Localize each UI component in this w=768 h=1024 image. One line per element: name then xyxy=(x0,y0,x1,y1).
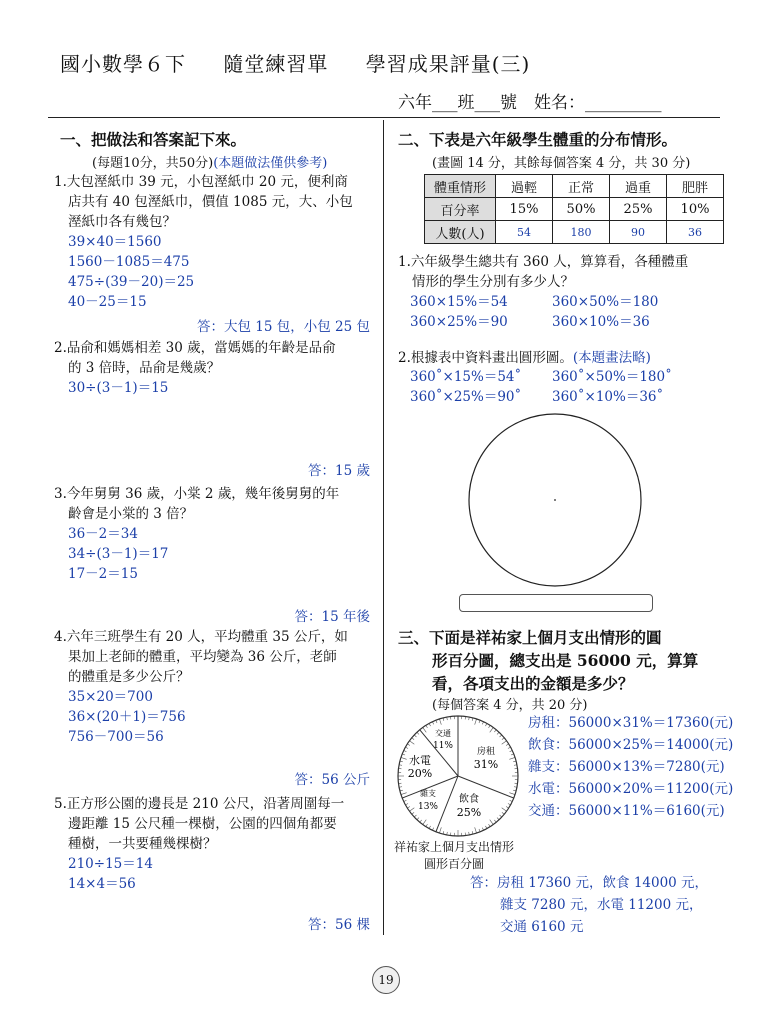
expense-work-line: 水電：56000×20%＝11200(元) xyxy=(528,781,734,797)
pie-tick xyxy=(509,757,515,759)
pie-tick xyxy=(509,793,515,795)
pie-pct-food: 25% xyxy=(456,806,482,819)
question-2 xyxy=(54,338,374,398)
q2-line: 2.品俞和媽媽相差 30 歲，當媽媽的年齡是品俞 xyxy=(54,340,336,356)
s2q2-work xyxy=(410,367,672,407)
pie-tick xyxy=(475,827,477,833)
pie-label-rent: 房租 xyxy=(476,747,496,757)
pie-pct-utilities: 20% xyxy=(407,767,433,780)
q4-line: 的體重是多少公斤？ xyxy=(68,669,190,685)
subject-label: 國小數學６下 xyxy=(60,52,186,76)
q2-line: 的 3 倍時，品俞是幾歲？ xyxy=(68,360,221,376)
pie-tick xyxy=(409,808,414,812)
expense-work xyxy=(528,712,733,822)
pie-tick xyxy=(475,719,477,725)
pie-title-box[interactable] xyxy=(459,594,653,612)
section-1-heading: 一、把做法和答案記下來。 xyxy=(60,130,247,149)
pie-pct-misc: 13% xyxy=(417,802,439,812)
q5-line: 邊距離 15 公尺種一棵樹，公園的四個角都要 xyxy=(68,816,337,832)
q5-answer: 答：56 棵 xyxy=(308,917,370,933)
q1-answer: 答：大包 15 包，小包 25 包 xyxy=(196,319,370,335)
s2q2-work-item: 360˚×10%＝36˚ xyxy=(552,389,664,405)
table-cell: 過輕 xyxy=(496,175,553,198)
s2q1-work-item: 360×50%＝180 xyxy=(552,294,659,310)
table-row xyxy=(425,175,724,198)
s2q2-note: (本題畫法略) xyxy=(572,350,651,366)
pie-label-misc: 雜支 xyxy=(420,789,436,798)
table-cell: 體重情形 xyxy=(425,175,496,198)
q5-line: 5.正方形公園的邊長是 210 公尺，沿著周圍每一 xyxy=(54,796,345,812)
q4-line: 4.六年三班學生有 20 人，平均體重 35 公斤，如 xyxy=(54,629,348,645)
table-cell: 54 xyxy=(496,221,553,244)
q2-work: 30÷(3－1)＝15 xyxy=(68,380,169,396)
pie-tick xyxy=(401,793,407,795)
table-cell: 正常 xyxy=(553,175,610,198)
table-cell: 180 xyxy=(553,221,610,244)
question-4 xyxy=(54,627,374,747)
table-cell: 人數(人) xyxy=(425,221,496,244)
s2q1-work-item: 360×10%＝36 xyxy=(552,314,650,330)
column-divider xyxy=(383,120,384,935)
page-title xyxy=(60,48,560,77)
s2q2-work-item: 360˚×15%＝54˚ xyxy=(410,369,522,385)
expense-work-line: 交通：56000×11%＝6160(元) xyxy=(528,803,725,819)
table-row xyxy=(425,198,724,221)
s2q1-work-item: 360×15%＝54 xyxy=(410,294,508,310)
q1-work: 475÷(39－20)＝25 xyxy=(68,274,195,290)
q1-line: 1.大包溼紙巾 39 元，小包溼紙巾 20 元，便利商 xyxy=(54,174,348,190)
expense-work-line: 雜支：56000×13%＝7280(元) xyxy=(528,759,725,775)
s2q1-work xyxy=(410,292,658,332)
q3-work: 17－2＝15 xyxy=(68,566,138,582)
pie-label-transport: 交通 xyxy=(435,729,451,738)
table-cell: 肥胖 xyxy=(667,175,724,198)
pie-tick xyxy=(502,808,507,812)
pie-caption-line: 祥祐家上個月支出情形 xyxy=(394,840,515,854)
q3-answer: 答：15 年後 xyxy=(294,609,370,625)
sheet-label: 隨堂練習單 xyxy=(223,52,329,76)
section-1-note xyxy=(92,152,327,171)
q1-work: 39×40＝1560 xyxy=(68,234,162,250)
q4-work: 36×(20＋1)＝756 xyxy=(68,709,186,725)
s3-heading-line: 看，各項支出的金額是多少？ xyxy=(432,674,634,693)
s2q2-text: 2.根據表中資料畫出圓形圖。 xyxy=(398,350,573,366)
question-3 xyxy=(54,484,374,584)
q3-work: 34÷(3－1)＝17 xyxy=(68,546,169,562)
section-3-answer xyxy=(470,872,708,938)
pie-tick xyxy=(409,741,414,745)
pie-tick xyxy=(401,757,407,759)
section-1-score-note: (每題10分，共50分) xyxy=(92,156,214,171)
section-2-q1 xyxy=(398,252,728,292)
weight-table xyxy=(424,174,724,244)
section-2-note: (畫圖 14 分，其餘每個答案 4 分，共 30 分) xyxy=(432,156,691,171)
expense-pie-chart xyxy=(390,712,530,840)
q3-line: 齡會是小棠的 3 倍？ xyxy=(68,506,194,522)
pie-caption xyxy=(394,838,514,872)
q2-answer: 答：15 歲 xyxy=(308,463,370,479)
q5-line: 種樹，一共要種幾棵樹？ xyxy=(68,836,217,852)
page-number: 19 xyxy=(372,966,400,994)
table-cell: 過重 xyxy=(610,175,667,198)
pie-label-food: 飲食 xyxy=(459,794,479,805)
question-5 xyxy=(54,794,374,894)
table-cell: 36 xyxy=(667,221,724,244)
q1-work: 40－25＝15 xyxy=(68,294,147,310)
table-row xyxy=(425,221,724,244)
pie-tick xyxy=(439,719,441,725)
pie-tick xyxy=(490,820,494,825)
q5-work: 210÷15＝14 xyxy=(68,856,153,872)
s3-heading-line: 形百分圖，總支出是 56000 元，算算 xyxy=(432,651,699,670)
pie-pct-transport: 11% xyxy=(432,741,454,751)
q4-work: 756－700＝56 xyxy=(68,729,164,745)
s3-answer-line: 交通 6160 元 xyxy=(500,919,584,935)
q1-line: 溼紙巾各有幾包？ xyxy=(68,214,176,230)
q3-line: 3.今年舅舅 36 歲，小棠 2 歲，幾年後舅舅的年 xyxy=(54,486,340,502)
expense-work-line: 飲食：56000×25%＝14000(元) xyxy=(528,737,734,753)
q5-work: 14×4＝56 xyxy=(68,876,136,892)
table-cell: 25% xyxy=(610,198,667,221)
table-cell: 10% xyxy=(667,198,724,221)
expense-work-line: 房租：56000×31%＝17360(元) xyxy=(528,715,734,731)
s3-answer-line: 答：房租 17360 元，飲食 14000 元， xyxy=(470,875,709,891)
section-1-method-note: (本題做法僅供參考) xyxy=(213,156,328,171)
pie-sector-divider xyxy=(436,776,458,832)
s2q2-work-item: 360˚×25%＝90˚ xyxy=(410,389,522,405)
q4-answer: 答：56 公斤 xyxy=(294,772,370,788)
pie-tick xyxy=(439,827,441,833)
s2q1-line: 情形的學生分別有多少人？ xyxy=(412,274,574,290)
s2q1-line: 1.六年級學生總共有 360 人，算算看，各種體重 xyxy=(398,254,689,270)
table-cell: 15% xyxy=(496,198,553,221)
section-3-note: (每個答案 4 分，共 20 分) xyxy=(432,698,588,713)
section-3-heading xyxy=(398,626,698,695)
s2q1-work-item: 360×25%＝90 xyxy=(410,314,508,330)
q4-line: 果加上老師的體重，平均變為 36 公斤，老師 xyxy=(68,649,337,665)
blank-pie-circle[interactable] xyxy=(460,412,650,592)
q1-line: 店共有 40 包溼紙巾，價值 1085 元，大、小包 xyxy=(68,194,353,210)
section-2-heading: 二、下表是六年級學生體重的分布情形。 xyxy=(398,130,678,149)
pie-tick xyxy=(423,727,427,732)
q1-work: 1560－1085＝475 xyxy=(68,254,190,270)
pie-caption-line: 圓形百分圖 xyxy=(424,857,485,871)
question-1 xyxy=(54,172,374,312)
s2q2-work-item: 360˚×50%＝180˚ xyxy=(552,369,672,385)
s3-answer-line: 雜支 7280 元，水電 11200 元， xyxy=(500,897,703,913)
table-cell: 50% xyxy=(553,198,610,221)
student-info-line[interactable]: 六年___班___號 姓名：_________ xyxy=(398,93,662,113)
pie-tick xyxy=(423,820,427,825)
section-2-q2 xyxy=(398,348,651,368)
pie-pct-rent: 31% xyxy=(473,758,499,771)
header-divider xyxy=(48,117,720,118)
table-cell: 百分率 xyxy=(425,198,496,221)
pie-tick xyxy=(490,727,494,732)
q4-work: 35×20＝700 xyxy=(68,689,153,705)
assessment-title: 學習成果評量(三) xyxy=(365,52,531,76)
pie-label-utilities: 水電 xyxy=(409,754,431,767)
table-cell: 90 xyxy=(610,221,667,244)
q3-work: 36－2＝34 xyxy=(68,526,138,542)
s3-heading-line: 三、下面是祥祐家上個月支出情形的圓 xyxy=(398,628,662,647)
pie-tick xyxy=(502,741,507,745)
